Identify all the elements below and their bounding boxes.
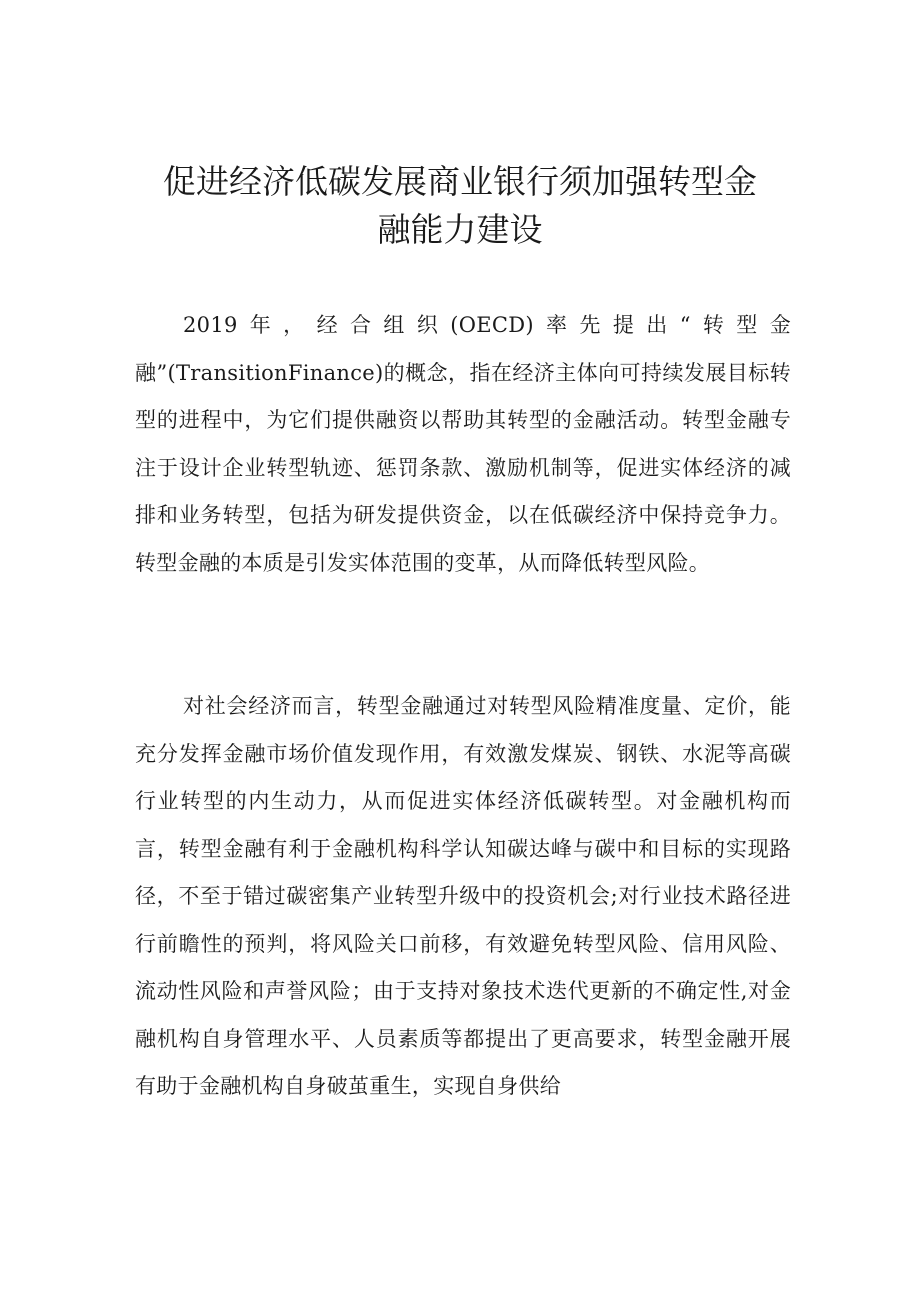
title-line-2: 融能力建设	[377, 210, 543, 249]
document-title	[120, 158, 800, 254]
paragraph-1: 2019年，经合组织(OECD)率先提出“转型金融”(TransitionFinance)的概念，指在经济主体向可持续发展目标转型的进程中，为它们提供融资以帮助其转型的金融活动。转型金融专注于设计企业转型轨迹、惩罚条款、激励机制等，促进实体经济的减排和业务转型，包括为研发提供资金，以在低碳经济中保持竞争力。转型金融的本质是引发实体范围的变革，从而降低转型风险。	[135, 313, 791, 575]
paragraph-2: 对社会经济而言，转型金融通过对转型风险精准度量、定价，能充分发挥金融市场价值发现作用，有效激发煤炭、钢铁、水泥等高碳行业转型的内生动力，从而促进实体经济低碳转型。对金融机构而言，转型金融有利于金融机构科学认知碳达峰与碳中和目标的实现路径，不至于错过碳密集产业转型升级中的投资机会;对行业技术路径进行前瞻性的预判，将风险关口前移，有效避免转型风险、信用风险、流动性风险和声誉风险；由于支持对象技术迭代更新的不确定性,对金融机构自身管理水平、人员素质等都提出了更高要求，转型金融开展有助于金融机构自身破茧重生，实现自身供给	[135, 694, 791, 1098]
title-line-1: 促进经济低碳发展商业银行须加强转型金	[163, 162, 757, 201]
